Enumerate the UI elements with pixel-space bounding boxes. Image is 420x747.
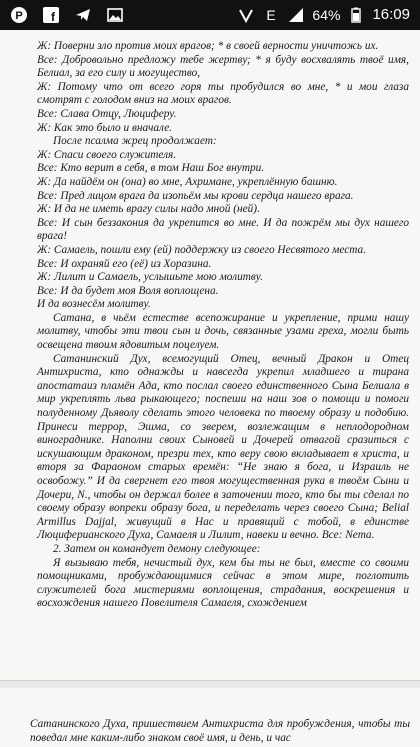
text-line: Ж: Лилит и Самаель, услышьте мою молитву.	[37, 271, 263, 284]
text-line: И да вознесём молитву.	[37, 298, 151, 311]
text-line: Ж: Самаель, пошли ему (ей) поддержку из своего Несвятого места.	[37, 243, 367, 256]
text-line: После псалма жрец продолжает:	[53, 135, 217, 148]
v-icon	[237, 6, 255, 24]
text-line: Все: Слава Отцу, Люциферу.	[37, 107, 177, 120]
svg-text:E: E	[266, 7, 277, 23]
text-line: Все: Добровольно предложу тебе жертву; * я буду восхвалять твоё имя, Белиал, за его силу и могущество,	[37, 53, 409, 80]
e-signal-icon	[262, 6, 280, 24]
text-line: Все: И да будет моя Воля воплощена.	[37, 284, 219, 297]
page-1-text	[37, 40, 409, 611]
text-line: Все: Пред лицом врага да изопьём мы крови сердца нашего врага.	[37, 189, 354, 202]
text-line: Ж: Поверни зло против моих врагов; * в своей верности уничтожь их.	[37, 40, 379, 52]
pinterest-icon	[10, 6, 28, 24]
status-bar	[0, 0, 420, 30]
text-line: Ж: Да найдём он (она) во мне, Ахримане, укреплённую башню.	[37, 175, 338, 188]
document-page-2[interactable]	[0, 688, 420, 747]
battery-icon	[347, 6, 365, 24]
clock: 16:09	[372, 6, 410, 23]
text-line: Все: И сын беззакония да укрепится во мне. И да пожрём мы дух нашего врага!	[37, 216, 409, 243]
text-line: 2. Затем он командует демону следующее:	[53, 542, 261, 555]
text-line: Ж: Спаси своего служителя.	[37, 148, 177, 161]
telegram-icon	[74, 6, 92, 24]
svg-text:P: P	[15, 10, 23, 22]
text-line: Все: И охраняй его (её) из Хоразина.	[37, 257, 212, 270]
document-page-1[interactable]	[0, 30, 420, 680]
text-line: Ж: Как это было и вначале.	[37, 121, 173, 134]
signal-icon	[287, 6, 305, 24]
facebook-icon	[42, 6, 60, 24]
text-line: Сатана, в чьём естестве всепожирание и укрепление, прими нашу молитву, чтобы эти твои сын и дочь, связанные узами греха, могли быть освещена твоим ядовитым поцелуем.	[37, 311, 409, 352]
text-line: Ж: Потому что от всего горя ты пробудился во мне, * и мои глаза смотрят с голодом вниз на моих врагов.	[37, 80, 409, 107]
status-right-icons	[237, 6, 410, 24]
text-line: Сатанинский Дух, всемогущий Отец, вечный Дракон и Отец Антихриста, кто однажды и навсегда укрепил младшего и тирана апостатаиз пламён Ада, кто послал своего единственного Сына Белиала в мир укреплять льва рыкающего; поспеши на наш зов о помощи и помоги полуденному Дьяволу сделать этого человека по твоему образу и подобию. Принеси террор, Эшма, со зверем, возлежащим в неплодородном винограднике. Наполни своих Сыновей и Дочерей отвагой сразиться с искушающим драконом, презри тех, кто веру свою вкладывает в христа, и вторя за Фараоном старых времён: “Не знаю я бога, и Израиль не освобожу.” И да свергнет его твоя могущественная рука в твоём Сыни и Дочери, N., чтобы он держал более в заточении того, кто бы ты сделал по своему образу вопреки образу бога, и переделать через своего Сына; Belial Armillus Dajjal, живущий в Нас и правящий с тобой, в единстве Люциферианского Духа, Самаеля и Лилит, навеки и вечно. Все: Nema.	[37, 352, 409, 542]
image-icon	[106, 6, 124, 24]
text-line: Я вызываю тебя, нечистый дух, кем бы ты не был, вместе со своими помощниками, пробуждающимися сейчас в этом мире, поглотить служителей бога мистериями воплощения, страдания, воскрешения и восхождения нашего Повелителя Самаеля, схождением	[37, 556, 409, 610]
svg-text:f: f	[51, 10, 55, 24]
text-line: Сатанинского Духа, пришествием Антихриста для пробуждения, чтобы ты поведал мне каким-либо знаком своё имя, и день, и час	[30, 718, 410, 744]
text-line: Все: Кто верит в себя, в том Наш Бог внутри.	[37, 162, 265, 175]
status-left-icons	[10, 6, 124, 24]
page-2-text	[30, 718, 410, 745]
battery-percent: 64%	[312, 7, 341, 23]
text-line: Ж: И да не иметь врагу силы надо мной (ней).	[37, 203, 260, 216]
